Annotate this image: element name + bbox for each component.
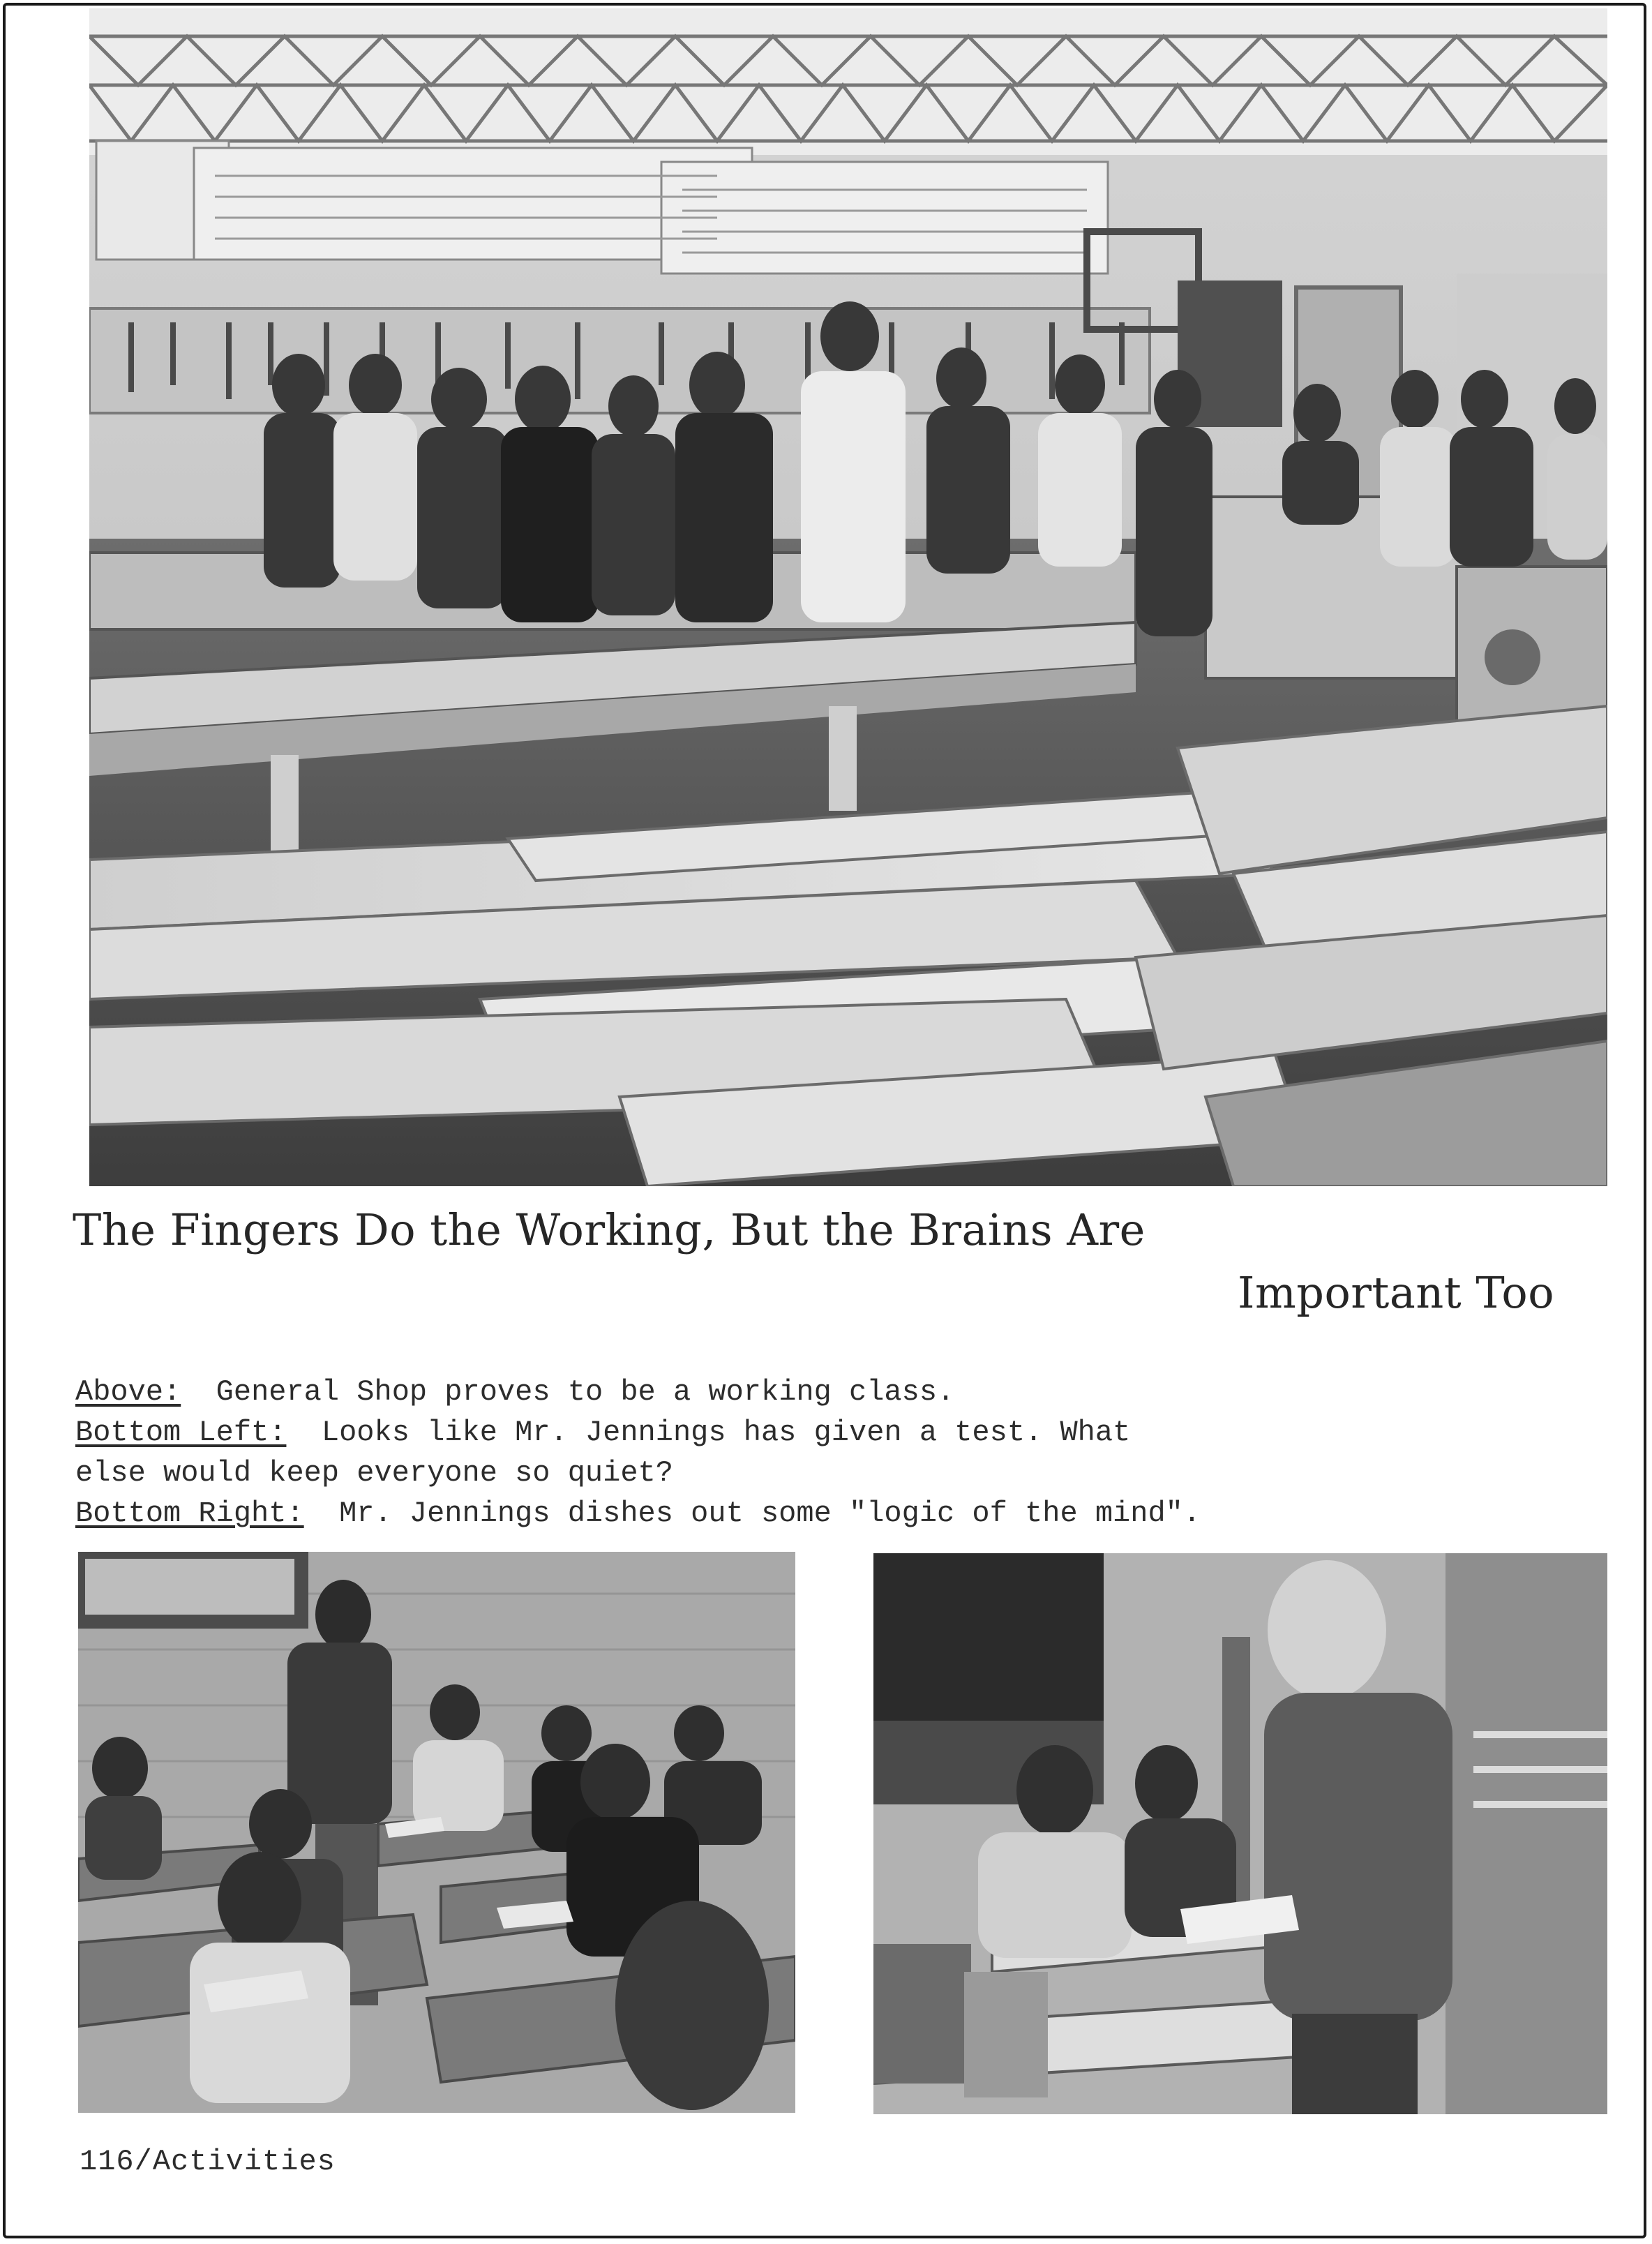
photo-captions: [75, 1372, 1201, 1534]
caption-text-bottom-left: Looks like Mr. Jennings has given a test. What: [321, 1416, 1131, 1449]
shop-class-photo: [89, 8, 1607, 1186]
classroom-test-photo: [78, 1552, 795, 2113]
caption-text-above: General Shop proves to be a working class.: [216, 1375, 955, 1409]
caption-label-bottom-right: Bottom Right:: [75, 1497, 304, 1530]
caption-bottom-left: [75, 1412, 1201, 1453]
caption-above: [75, 1372, 1201, 1412]
caption-label-bottom-left: Bottom Left:: [75, 1416, 287, 1449]
headline-line-2: Important Too: [1238, 1267, 1555, 1318]
teacher-logic-photo: [873, 1553, 1607, 2114]
caption-bottom-left-continuation: else would keep everyone so quiet?: [75, 1456, 673, 1490]
caption-bottom-right: [75, 1493, 1201, 1534]
caption-text-bottom-right: Mr. Jennings dishes out some "logic of the mind".: [339, 1497, 1201, 1530]
page-folio: 116/Activities: [80, 2145, 336, 2178]
headline-line-1: The Fingers Do the Working, But the Brains Are: [73, 1204, 1146, 1255]
caption-label-above: Above:: [75, 1375, 181, 1409]
